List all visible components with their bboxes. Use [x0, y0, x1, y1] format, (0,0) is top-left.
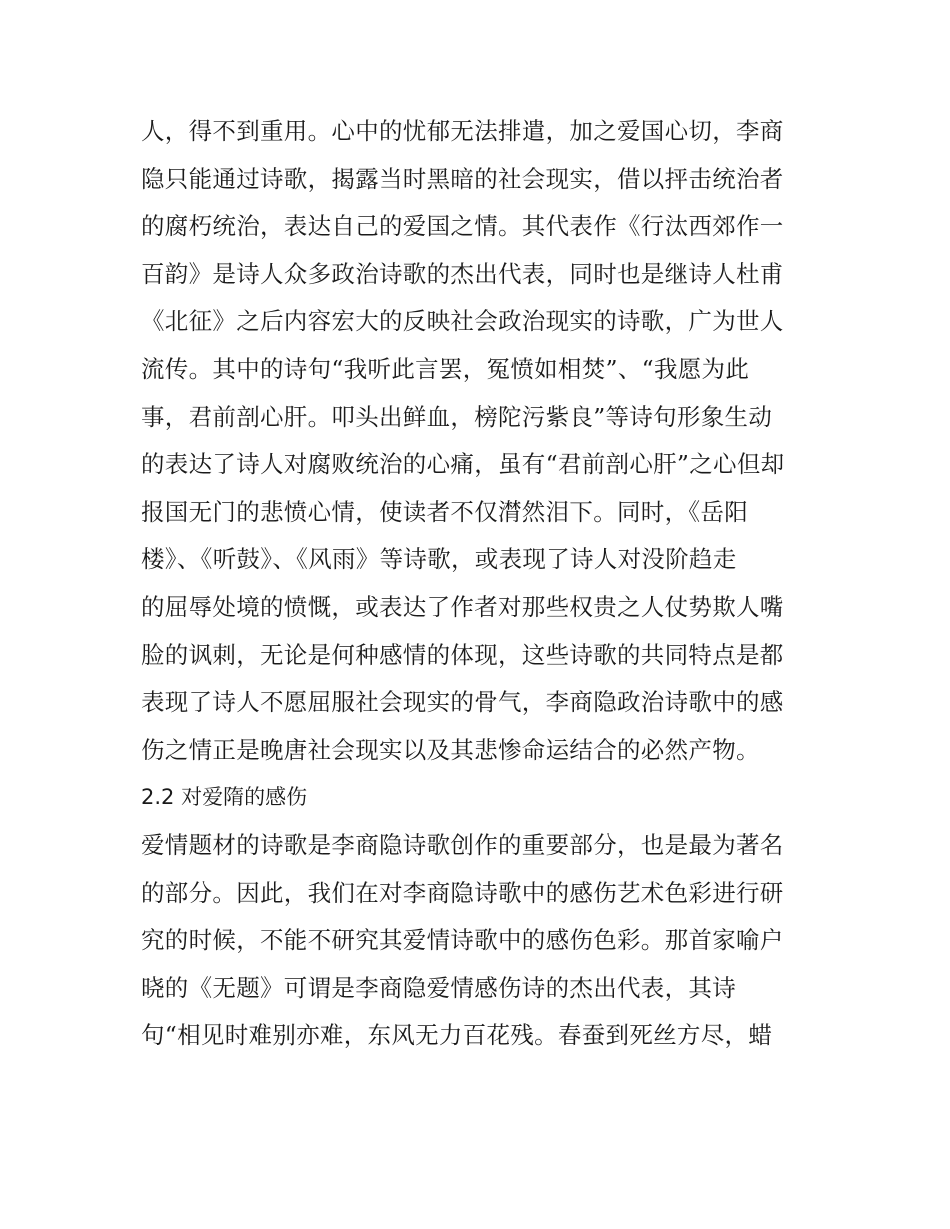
text-line: 脸的讽刺，无论是何种感情的体现，这些诗歌的共同特点是都	[141, 640, 784, 669]
text-line: 流传。其中的诗句“我听此言罢，冤愤如相焚”、“我愿为此	[141, 354, 750, 383]
text-line: 报国无门的悲愤心情，使读者不仅潸然泪下。同时，《岳阳	[141, 497, 749, 526]
body-text	[141, 108, 821, 1060]
text-line: 人，得不到重用。心中的忧郁无法排遣，加之爱国心切，李商	[141, 117, 784, 145]
text-line: 表现了诗人不愿屈服社会现实的骨气，李商隐政治诗歌中的感	[141, 688, 784, 717]
text-line: 晓的《无题》可谓是李商隐爱情感伤诗的杰出代表，其诗	[141, 973, 736, 1002]
section-heading: 2.2 对爱隋的感伤	[141, 785, 308, 810]
text-line: 楼》、《听鼓》、《风雨》等诗歌，或表现了诗人对没阶趋走	[141, 545, 737, 574]
text-line: 的屈辱处境的愤慨，或表达了作者对那些权贵之人仗势欺人嘴	[141, 592, 784, 621]
text-line: 的表达了诗人对腐败统治的心痛，虽有“君前剖心肝”之心但却	[141, 450, 785, 479]
text-line: 句“相见时难别亦难，东风无力百花残。春蚕到死丝方尽，蜡	[141, 1021, 773, 1050]
text-line: 究的时候，不能不研究其爱情诗歌中的感伤色彩。那首家喻户	[141, 926, 784, 955]
text-line: 事，君前剖心肝。叩头出鲜血，榜陀污紫良”等诗句形象生动	[141, 402, 773, 431]
text-line: 《北征》之后内容宏大的反映社会政治现实的诗歌，广为世人	[141, 307, 784, 336]
text-line: 隐只能通过诗歌，揭露当时黑暗的社会现实，借以抨击统治者	[141, 164, 784, 193]
text-line: 伤之情正是晚唐社会现实以及其悲惨命运结合的必然产物。	[141, 735, 760, 764]
text-line: 的腐朽统治，表达自己的爱国之情。其代表作《行汰西郊作一	[141, 212, 784, 241]
text-line: 爱情题材的诗歌是李商隐诗歌创作的重要部分，也是最为著名	[141, 830, 784, 859]
text-line: 百韵》是诗人众多政治诗歌的杰出代表，同时也是继诗人杜甫	[141, 259, 784, 288]
text-line: 的部分。因此，我们在对李商隐诗歌中的感伤艺术色彩进行研	[141, 878, 784, 907]
